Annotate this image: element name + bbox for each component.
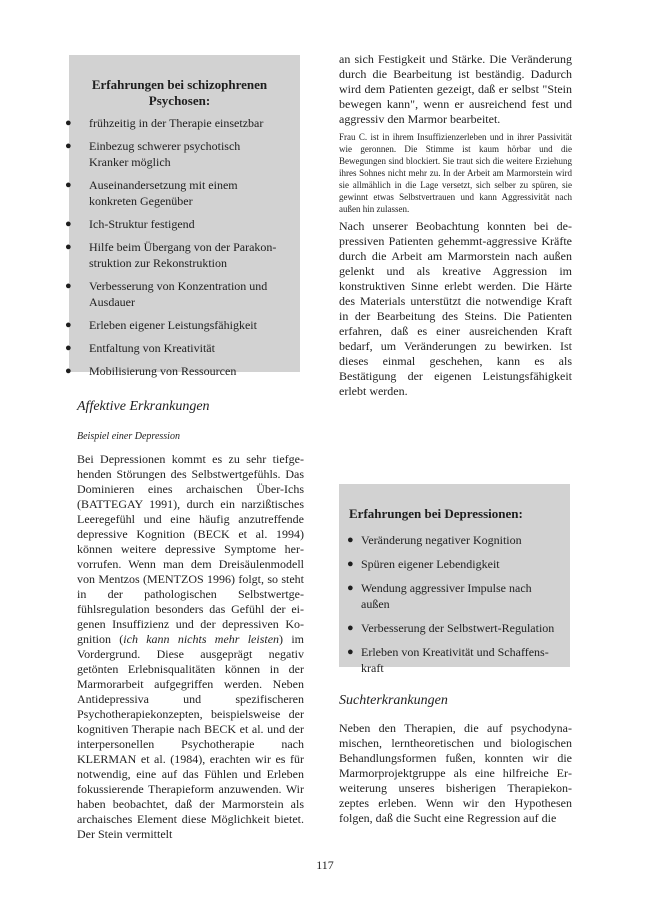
paragraph: an sich Festigkeit und Stärke. Die Veränderung durch die Bearbeitung ist beständig. Dadurch wird dem Patienten gezeigt, daß er selbst "Stein bewegen kann", wenn er ausreichend fest und aggressiv den Marmor bearbeitet. xyxy=(339,52,572,126)
bullet-icon: ● xyxy=(65,280,72,292)
bullet-list xyxy=(339,532,560,676)
body-text-affective xyxy=(77,452,304,842)
paragraph: Neben den Therapien, die auf psychodynamischen, lerntheoretischen und biologischen Behandlungsformen fußen, konnten wir die Marmorprojektgruppe als eine hilfreiche Erweiterung unseres bisherigen Therapiekonzeptes erleben. Wenn wir den Hypothesen folgen, daß die Sucht eine Regression auf die xyxy=(339,721,572,825)
bullet-icon: ● xyxy=(65,140,72,152)
bullet-icon: ● xyxy=(347,558,354,570)
bullet-icon: ● xyxy=(65,342,72,354)
list-item: ● Veränderung negativer Kognition xyxy=(347,533,522,547)
bullet-icon: ● xyxy=(347,622,354,634)
bullet-list xyxy=(65,115,290,379)
list-item: ● Einbezug schwerer psychotisch Kranker möglich xyxy=(65,139,241,169)
bullet-icon: ● xyxy=(65,179,72,191)
section-heading-addiction: Suchterkrankungen xyxy=(339,693,448,708)
list-item: ● Erleben von Kreativität und Schaffenskraft xyxy=(347,645,549,675)
box-title: Erfahrungen bei schizophrenen Psychosen: xyxy=(91,77,268,108)
list-item: ● frühzeitig in der Therapie einsetzbar xyxy=(65,116,264,130)
bullet-icon: ● xyxy=(65,319,72,331)
bullet-icon: ● xyxy=(65,241,72,253)
list-item: ● Verbesserung von Konzentration und Ausdauer xyxy=(65,279,268,309)
list-item: ● Mobilisierung von Ressourcen xyxy=(65,364,237,378)
section-subheading-depression-example: Beispiel einer Depression xyxy=(77,431,180,442)
list-item: ● Wendung aggressiver Impulse nach außen xyxy=(347,581,532,611)
list-item: ● Entfaltung von Kreativität xyxy=(65,341,215,355)
page-number: 117 xyxy=(316,858,334,872)
box-title: Erfahrungen bei Depressionen: xyxy=(349,506,523,521)
section-heading-affective: Affektive Erkrankungen xyxy=(77,399,210,414)
case-example-text: Frau C. ist in ihrem Insuffizienzerleben und in ihrer Passivität wie geronnen. Die Stimme ist kaum hörbar und die Bewegungen sind blockiert. Sie traut sich die weitere Erziehung ihres Sohnes nicht mehr zu. In der Arbeit am Marmorstein wird sie allmählich in die Lage versetzt, sich selber zu spüren, sie gewinnt etwas Selbstvertrauen und kann Aggressivität nach außen hin zulassen. xyxy=(339,132,572,214)
bullet-icon: ● xyxy=(347,646,354,658)
list-item: ● Erleben eigener Leistungsfähigkeit xyxy=(65,318,257,332)
paragraph: Bei Depressionen kommt es zu sehr tiefgehenden Störungen des Selbstwertgefühls. Das Dominieren eines archaischen Über-Ichs (BATTEGAY 1991), durch ein narzißtisches Leeregefühl und eine häufig anzutreffende depressive Kognition (BECK et al. 1994) können weitere depressive Symptome hervorrufen. Wenn man dem Dreisäulenmodell von Mentzos (MENTZOS 1996) folgt, so steht in der pathologischen Selbstwertgefühlsregulation besonders das Gefühl der eigenen Insuffizienz und der depressiven Kognition (ich kann nichts mehr leisten) im Vordergrund. Diese ausgeprägt negativ getönten Erlebnisqualitäten können in der Marmorarbeit aufgegriffen werden. Neben Antidepressiva und spezifischeren Psychotherapiekonzepten, beispielsweise der kognitiven Therapie nach BECK et al. und der interpersonellen Psychotherapie nach KLERMAN et al. (1984), erachten wir es für notwendig, eine auf das Fühlen und Erleben fokussierende Therapieform anzuwenden. Wir haben beobachtet, daß der Marmorstein als archaisches Element diese Möglichkeit bietet. Der Stein vermittelt xyxy=(77,452,304,841)
quote-italic: ich kann nichts mehr leisten xyxy=(123,632,280,646)
bullet-icon: ● xyxy=(65,218,72,230)
paragraph: Nach unserer Beobachtung konnten bei depressiven Patienten gehemmt-aggressive Kräfte durch die Arbeit am Marmorstein nach außen gelenkt und als kreative Aggression im konstruktiven Sinne erlebt werden. Die Härte des Materials unterstützt die notwendige Kraft in der Bearbeitung des Steins. Die Patienten erfahren, daß es einer ausreichenden Kraft bedarf, um Veränderungen zu bewirken. Ist dieses einmal geschehen, kann es als Bestätigung der eigenen Leistungsfähigkeit erlebt werden. xyxy=(339,219,572,398)
list-item: ● Verbesserung der Selbstwert-Regulation xyxy=(347,621,555,635)
list-item: ● Ich-Struktur festigend xyxy=(65,217,195,231)
body-text-right-column xyxy=(339,52,572,399)
bullet-icon: ● xyxy=(65,117,72,129)
bullet-icon: ● xyxy=(347,582,354,594)
body-text-addiction xyxy=(339,721,572,826)
list-item: ● Auseinandersetzung mit einem konkreten Gegenüber xyxy=(65,178,238,208)
list-item: ● Hilfe beim Übergang von der Parakonstruktion zur Rekonstruktion xyxy=(65,240,277,270)
bullet-icon: ● xyxy=(65,365,72,377)
info-box-depression xyxy=(339,484,570,675)
bullet-icon: ● xyxy=(347,534,354,546)
list-item: ● Spüren eigener Lebendigkeit xyxy=(347,557,500,571)
info-box-schizophrenia xyxy=(65,55,300,378)
